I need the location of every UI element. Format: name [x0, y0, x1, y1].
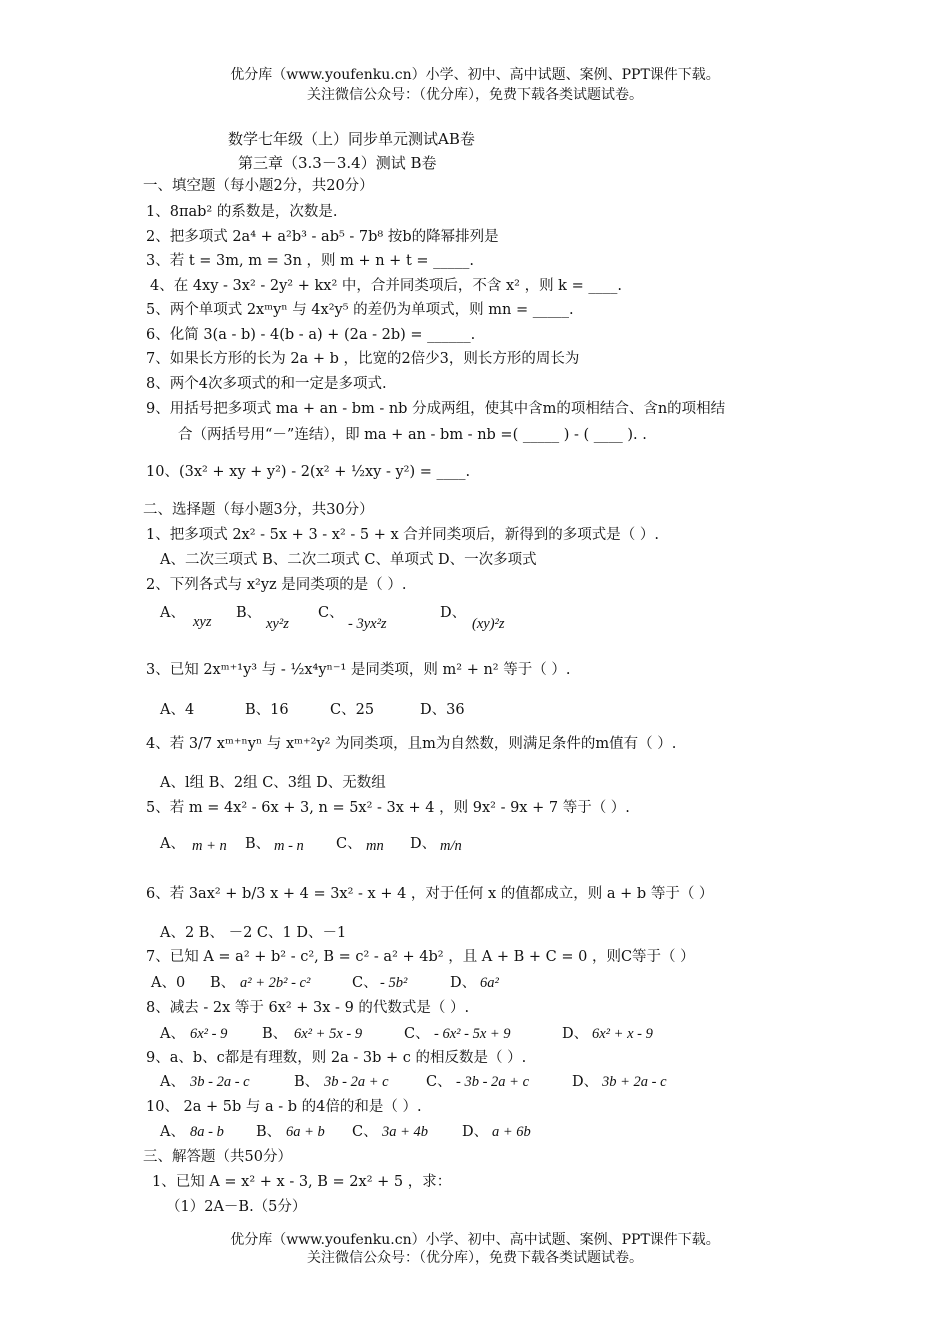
fill-q6: 6、化简 3(a - b) - 4(b - a) + (2a - 2b) = ______.	[146, 327, 476, 343]
choice-q10-label-c: C、	[352, 1124, 378, 1140]
choice-q5-option-b: m - n	[274, 838, 304, 854]
choice-q9-option-b: 3b - 2a + c	[324, 1074, 389, 1090]
choice-q1: 1、把多项式 2x² - 5x + 3 - x² - 5 + x 合并同类项后，新得到的多项式是（ ）.	[146, 527, 659, 543]
choice-q10-option-b: 6a + b	[286, 1124, 325, 1140]
choice-q9-option-d: 3b + 2a - c	[602, 1074, 667, 1090]
fill-q5: 5、两个单项式 2xᵐyⁿ 与 4x²y⁵ 的差仍为单项式，则 mn = _____.	[146, 302, 574, 318]
fill-q7: 7、如果长方形的长为 2a + b ，比宽的2倍少3，则长方形的周长为	[146, 351, 580, 367]
fill-q10: 10、(3x² + xy + y²) - 2(x² + ½xy - y²) = ____.	[146, 464, 471, 480]
choice-q7-option-d: 6a²	[480, 975, 499, 991]
choice-q7-option-b: a² + 2b² - c²	[240, 975, 311, 991]
choice-q2-option-d: (xy)²z	[472, 616, 505, 632]
choice-q10: 10、 2a + 5b 与 a - b 的4倍的和是（ ）.	[146, 1099, 422, 1115]
footer-line-2: 关注微信公众号：（优分库），免费下载各类试题试卷。	[307, 1250, 643, 1266]
choice-q5-label-a: A、	[160, 836, 185, 852]
choice-q3-option-c: C、25	[330, 702, 375, 718]
choice-q7-label-c: C、	[352, 975, 378, 991]
choice-q9-option-a: 3b - 2a - c	[190, 1074, 250, 1090]
choice-q8-option-b: 6x² + 5x - 9	[294, 1026, 363, 1042]
choice-q10-option-a: 8a - b	[190, 1124, 224, 1140]
choice-q8-label-a: A、	[160, 1026, 185, 1042]
choice-q7-label-d: D、	[450, 975, 477, 991]
choice-q10-option-c: 3a + 4b	[382, 1124, 429, 1140]
choice-q7-label-b: B、	[210, 975, 236, 991]
choice-q3-option-b: B、16	[245, 702, 289, 718]
choice-q5-label-c: C、	[336, 836, 362, 852]
section-heading-fill: 一、填空题（每小题2分，共20分）	[143, 178, 374, 194]
fill-q9-line1: 9、用括号把多项式 ma + an - bm - nb 分成两组，使其中含m的项相结合、含n的项相结	[146, 401, 726, 417]
choice-q2-option-c: - 3yx²z	[348, 616, 387, 632]
choice-q7-option-a: A、0	[151, 975, 186, 991]
fill-q3: 3、若 t = 3m, m = 3n ，则 m + n + t = _____.	[146, 253, 474, 269]
choice-q10-label-a: A、	[160, 1124, 185, 1140]
choice-q5-option-c: mn	[366, 838, 384, 854]
choice-q4: 4、若 3/7 xᵐ⁺ⁿyⁿ 与 xᵐ⁺²y² 为同类项，且m为自然数，则满足条件的m值有（ ）.	[146, 736, 677, 752]
choice-q5-label-d: D、	[410, 836, 437, 852]
choice-q10-label-d: D、	[462, 1124, 489, 1140]
fill-q2: 2、把多项式 2a⁴ + a²b³ - ab⁵ - 7b⁸ 按b的降幂排列是	[146, 229, 499, 245]
choice-q8: 8、减去 - 2x 等于 6x² + 3x - 9 的代数式是（ ）.	[146, 1000, 470, 1016]
choice-q5-option-d: m/n	[440, 838, 462, 854]
choice-q5: 5、若 m = 4x² - 6x + 3, n = 5x² - 3x + 4 ，则 9x² - 9x + 7 等于（ ）.	[146, 800, 630, 816]
choice-q3-option-d: D、36	[420, 702, 465, 718]
section-heading-answer: 三、解答题（共50分）	[143, 1149, 292, 1165]
choice-q1-options: A、二次三项式 B、二次二项式 C、单项式 D、一次多项式	[160, 552, 537, 568]
choice-q9-label-b: B、	[294, 1074, 320, 1090]
choice-q8-label-c: C、	[404, 1026, 430, 1042]
choice-q5-label-b: B、	[245, 836, 271, 852]
section-heading-choice: 二、选择题（每小题3分，共30分）	[143, 502, 374, 518]
choice-q3-option-a: A、4	[160, 702, 195, 718]
choice-q2-label-d: D、	[440, 605, 467, 621]
answer-q1: 1、已知 A = x² + x - 3, B = 2x² + 5 ，求：	[152, 1174, 452, 1190]
choice-q9-option-c: - 3b - 2a + c	[456, 1074, 530, 1090]
choice-q8-label-b: B、	[262, 1026, 288, 1042]
fill-q1: 1、8πab² 的系数是，次数是.	[146, 204, 338, 220]
choice-q2-option-b: xy²z	[266, 616, 289, 632]
page-title: 数学七年级（上）同步单元测试AB卷	[228, 130, 475, 148]
choice-q4-options: A、l组 B、2组 C、3组 D、无数组	[160, 775, 386, 791]
choice-q9-label-c: C、	[426, 1074, 452, 1090]
choice-q3: 3、已知 2xᵐ⁺¹y³ 与 - ½x⁴yⁿ⁻¹ 是同类项，则 m² + n² 等于（ ）.	[146, 662, 571, 678]
page-subtitle: 第三章（3.3－3.4）测试 B卷	[238, 154, 437, 172]
choice-q5-option-a: m + n	[192, 838, 227, 854]
choice-q2-label-a: A、	[160, 605, 185, 621]
footer-line-1: 优分库（www.youfenku.cn）小学、初中、高中试题、案例、PPT课件下载。	[230, 1232, 720, 1248]
choice-q8-option-a: 6x² - 9	[190, 1026, 228, 1042]
choice-q9-label-a: A、	[160, 1074, 185, 1090]
fill-q4: 4、在 4xy - 3x² - 2y² + kx² 中，合并同类项后，不含 x² ，则 k = ____.	[150, 278, 622, 294]
choice-q7: 7、已知 A = a² + b² - c², B = c² - a² + 4b² ，且 A + B + C = 0 ，则C等于（ ）	[146, 949, 695, 965]
choice-q2-label-c: C、	[318, 605, 344, 621]
choice-q6: 6、若 3ax² + b/3 x + 4 = 3x² - x + 4 ，对于任何 x 的值都成立，则 a + b 等于（ ）	[146, 886, 714, 902]
fill-q8: 8、两个4次多项式的和一定是多项式.	[146, 376, 387, 392]
choice-q9-label-d: D、	[572, 1074, 599, 1090]
choice-q10-option-d: a + 6b	[492, 1124, 531, 1140]
choice-q2-option-a: xyz	[193, 614, 212, 630]
choice-q8-option-c: - 6x² - 5x + 9	[434, 1026, 511, 1042]
choice-q2: 2、下列各式与 x²yz 是同类项的是（ ）.	[146, 577, 407, 593]
header-line-2: 关注微信公众号：（优分库），免费下载各类试题试卷。	[307, 87, 643, 103]
choice-q8-label-d: D、	[562, 1026, 589, 1042]
choice-q10-label-b: B、	[256, 1124, 282, 1140]
choice-q9: 9、a、b、c都是有理数，则 2a - 3b + c 的相反数是（ ）.	[146, 1050, 527, 1066]
choice-q6-options: A、2 B、 －2 C、1 D、－1	[160, 925, 347, 941]
choice-q2-label-b: B、	[236, 605, 262, 621]
fill-q9-line2: 合（两括号用“－”连结），即 ma + an - bm - nb =( _____ ) - ( ____ ). .	[178, 427, 647, 443]
choice-q7-option-c: - 5b²	[380, 975, 408, 991]
choice-q8-option-d: 6x² + x - 9	[592, 1026, 653, 1042]
answer-q1-sub1: （1）2A－B.（5分）	[166, 1199, 307, 1215]
header-line-1: 优分库（www.youfenku.cn）小学、初中、高中试题、案例、PPT课件下载。	[230, 67, 720, 83]
